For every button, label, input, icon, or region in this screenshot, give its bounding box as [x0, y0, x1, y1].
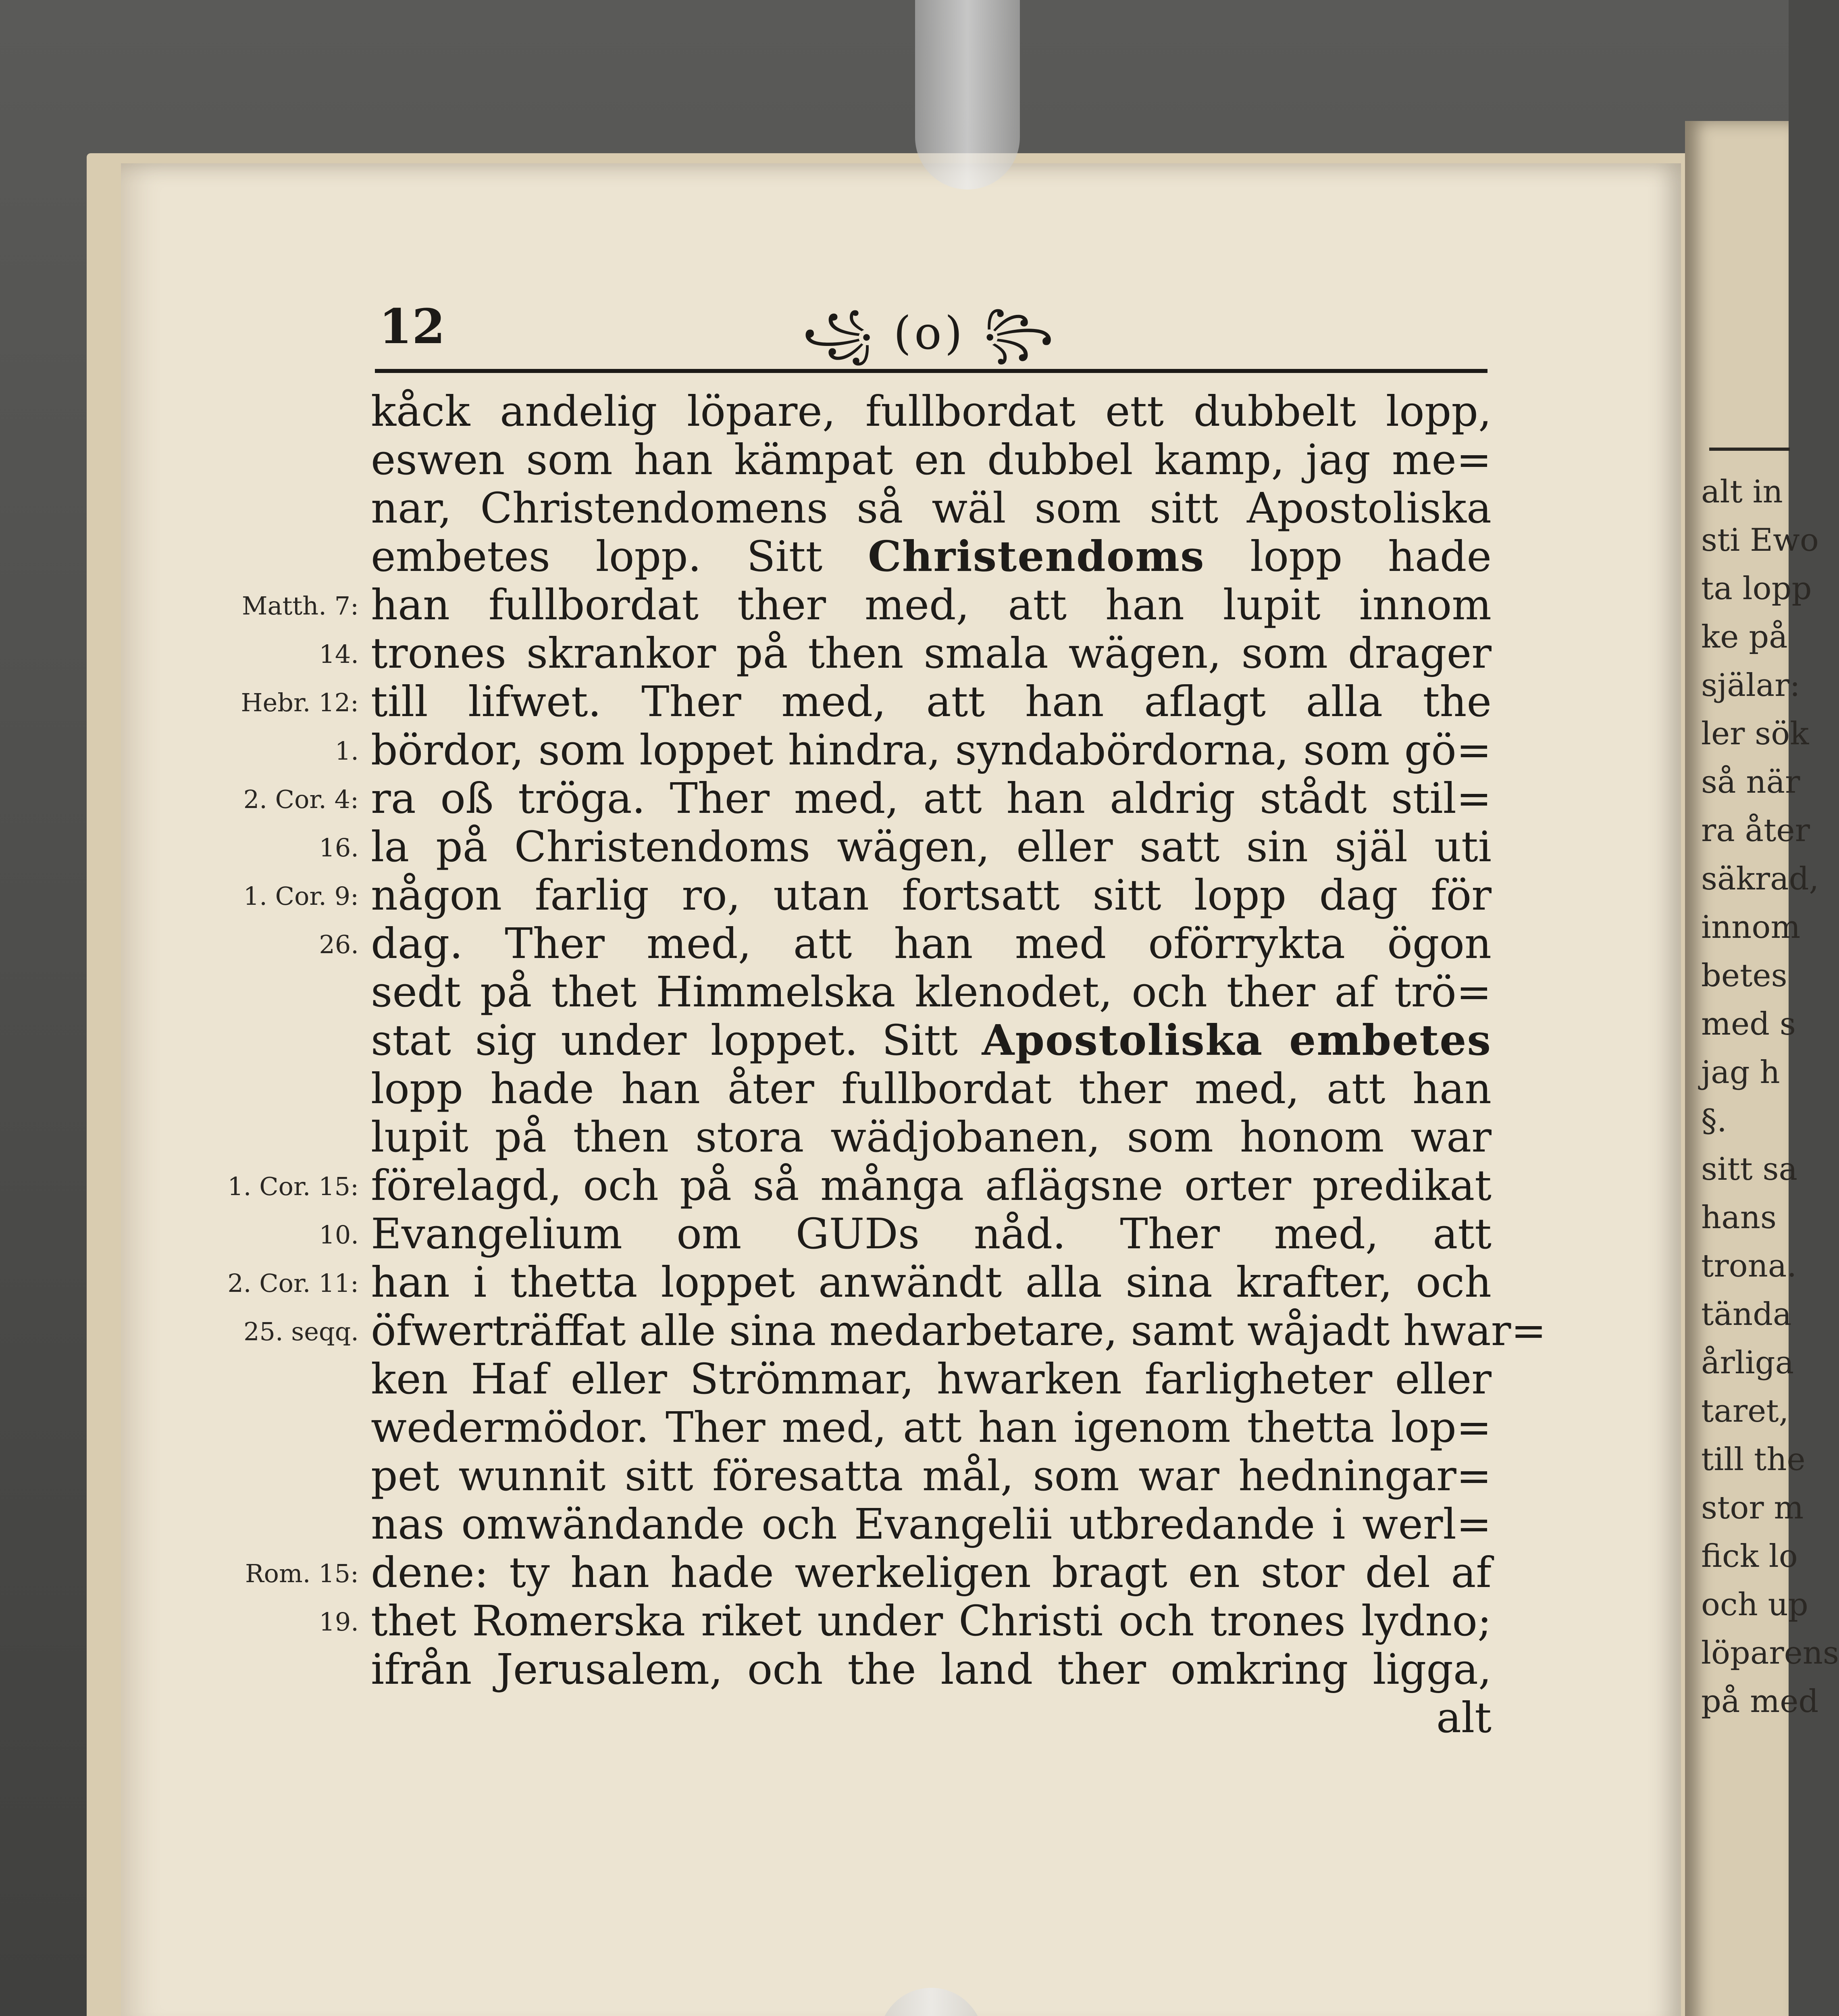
- body-text: [371, 387, 1546, 1742]
- right-line: tända: [1701, 1296, 1792, 1333]
- margin-note: 16.: [319, 833, 359, 862]
- right-line: på med: [1701, 1683, 1819, 1720]
- text-line: wedermödor. Ther med, att han igenom thetta lop=: [371, 1403, 1492, 1452]
- margin-note: 1. Cor. 9:: [243, 881, 359, 911]
- right-page-text: [1701, 468, 1839, 1726]
- text-line: han fullbordat ther med, att han lupit innom: [371, 580, 1492, 629]
- margin-note: 1. Cor. 15:: [227, 1172, 359, 1201]
- right-line: själar:: [1701, 667, 1800, 704]
- margin-note: 14.: [319, 639, 359, 669]
- margin-note: 25. seqq.: [243, 1317, 359, 1346]
- text-line: dag. Ther med, att han med oförrykta ögon: [371, 919, 1492, 968]
- text-span: embetes lopp. Sitt: [371, 532, 823, 581]
- text-line: thet Romerska riket under Christi och trones lydno;: [371, 1596, 1492, 1645]
- margin-note: 10.: [319, 1220, 359, 1250]
- text-line: [371, 532, 1492, 581]
- text-line: någon farlig ro, utan fortsatt sitt lopp dag för: [371, 871, 1492, 920]
- text-line: [371, 1016, 1492, 1064]
- right-line: innom: [1701, 909, 1801, 946]
- page-header: [375, 290, 1487, 371]
- right-line: alt in: [1701, 474, 1783, 510]
- right-line: så när: [1701, 764, 1800, 800]
- right-line: ta lopp: [1701, 571, 1812, 607]
- page-clip-top: [915, 0, 1020, 190]
- text-line: öfwerträffat alle sina medarbetare, samt wåjadt hwar=: [371, 1306, 1546, 1355]
- right-line: sti Ewo: [1701, 522, 1819, 558]
- margin-note: Matth. 7:: [242, 591, 359, 621]
- right-line: med s: [1701, 1006, 1796, 1042]
- right-line: och up: [1701, 1587, 1808, 1623]
- text-line: nar, Christendomens så wäl som sitt Apostoliska: [371, 483, 1492, 533]
- text-line: dene: ty han hade werkeligen bragt en stor del af: [371, 1548, 1492, 1597]
- right-line: löparens: [1701, 1635, 1839, 1671]
- right-line: ke på: [1701, 619, 1788, 655]
- margin-note: 1.: [335, 736, 359, 766]
- right-line: sitt sa: [1701, 1151, 1797, 1187]
- margin-note: 2. Cor. 11:: [227, 1268, 359, 1298]
- right-line: trona.: [1701, 1248, 1797, 1284]
- text-line: sedt på thet Himmelska klenodet, och ther af trö=: [371, 967, 1492, 1016]
- text-line: kåck andelig löpare, fullbordat ett dubbelt lopp,: [371, 387, 1492, 436]
- margin-note: Rom. 15:: [245, 1559, 359, 1588]
- right-line: stor m: [1701, 1490, 1804, 1526]
- right-line: taret,: [1701, 1393, 1789, 1429]
- bold-phrase: Christendoms: [867, 531, 1205, 581]
- text-line: bördor, som loppet hindra, syndabördorna, som gö=: [371, 725, 1492, 775]
- header-ornament: ꧁ (o) ꧂: [802, 307, 1057, 360]
- text-line: Evangelium om GUDs nåd. Ther med, att: [371, 1209, 1492, 1258]
- text-span: lopp hade: [1250, 532, 1492, 581]
- right-line: §.: [1701, 1103, 1727, 1139]
- right-line: årliga: [1701, 1345, 1794, 1381]
- margin-note: 26.: [319, 930, 359, 959]
- margin-note: Hebr. 12:: [241, 688, 359, 717]
- text-line: ifrån Jerusalem, och the land ther omkring ligga,: [371, 1645, 1492, 1694]
- right-line: jag h: [1701, 1054, 1780, 1091]
- text-line: till lifwet. Ther med, att han aflagt alla the: [371, 677, 1492, 726]
- text-span: stat sig under loppet. Sitt: [371, 1016, 958, 1065]
- text-line: ken Haf eller Strömmar, hwarken farligheter eller: [371, 1354, 1492, 1404]
- text-line: pet wunnit sitt föresatta mål, som war hedningar=: [371, 1451, 1492, 1500]
- right-line: hans: [1701, 1200, 1777, 1236]
- text-line: lopp hade han åter fullbordat ther med, att han: [371, 1064, 1492, 1113]
- right-line: betes: [1701, 958, 1787, 994]
- margin-note: 19.: [319, 1607, 359, 1637]
- header-rule: [375, 369, 1487, 373]
- text-line: förelagd, och på så många aflägsne orter predikat: [371, 1161, 1492, 1210]
- page-number: 12: [379, 298, 445, 354]
- text-line: eswen som han kämpat en dubbel kamp, jag me=: [371, 435, 1492, 484]
- text-line: trones skrankor på then smala wägen, som drager: [371, 629, 1492, 678]
- right-line: säkrad,: [1701, 861, 1819, 897]
- right-line: fick lo: [1701, 1538, 1798, 1574]
- catchword: alt: [1436, 1693, 1492, 1742]
- right-page-rule: [1709, 448, 1790, 451]
- text-line: la på Christendoms wägen, eller satt sin själ uti: [371, 822, 1492, 871]
- text-line: nas omwändande och Evangelii utbredande i werl=: [371, 1500, 1492, 1549]
- right-page-edge: [1685, 121, 1839, 2016]
- bold-phrase: Apostoliska embetes: [982, 1015, 1492, 1065]
- margin-note: 2. Cor. 4:: [243, 785, 359, 814]
- right-line: ler sök: [1701, 716, 1809, 752]
- text-line: han i thetta loppet anwändt alla sina krafter, och: [371, 1258, 1492, 1307]
- right-line: ra åter: [1701, 812, 1810, 849]
- text-line: lupit på then stora wädjobanen, som honom war: [371, 1112, 1492, 1162]
- text-line: ra oß tröga. Ther med, att han aldrig stådt stil=: [371, 774, 1492, 823]
- right-line: till the: [1701, 1441, 1806, 1478]
